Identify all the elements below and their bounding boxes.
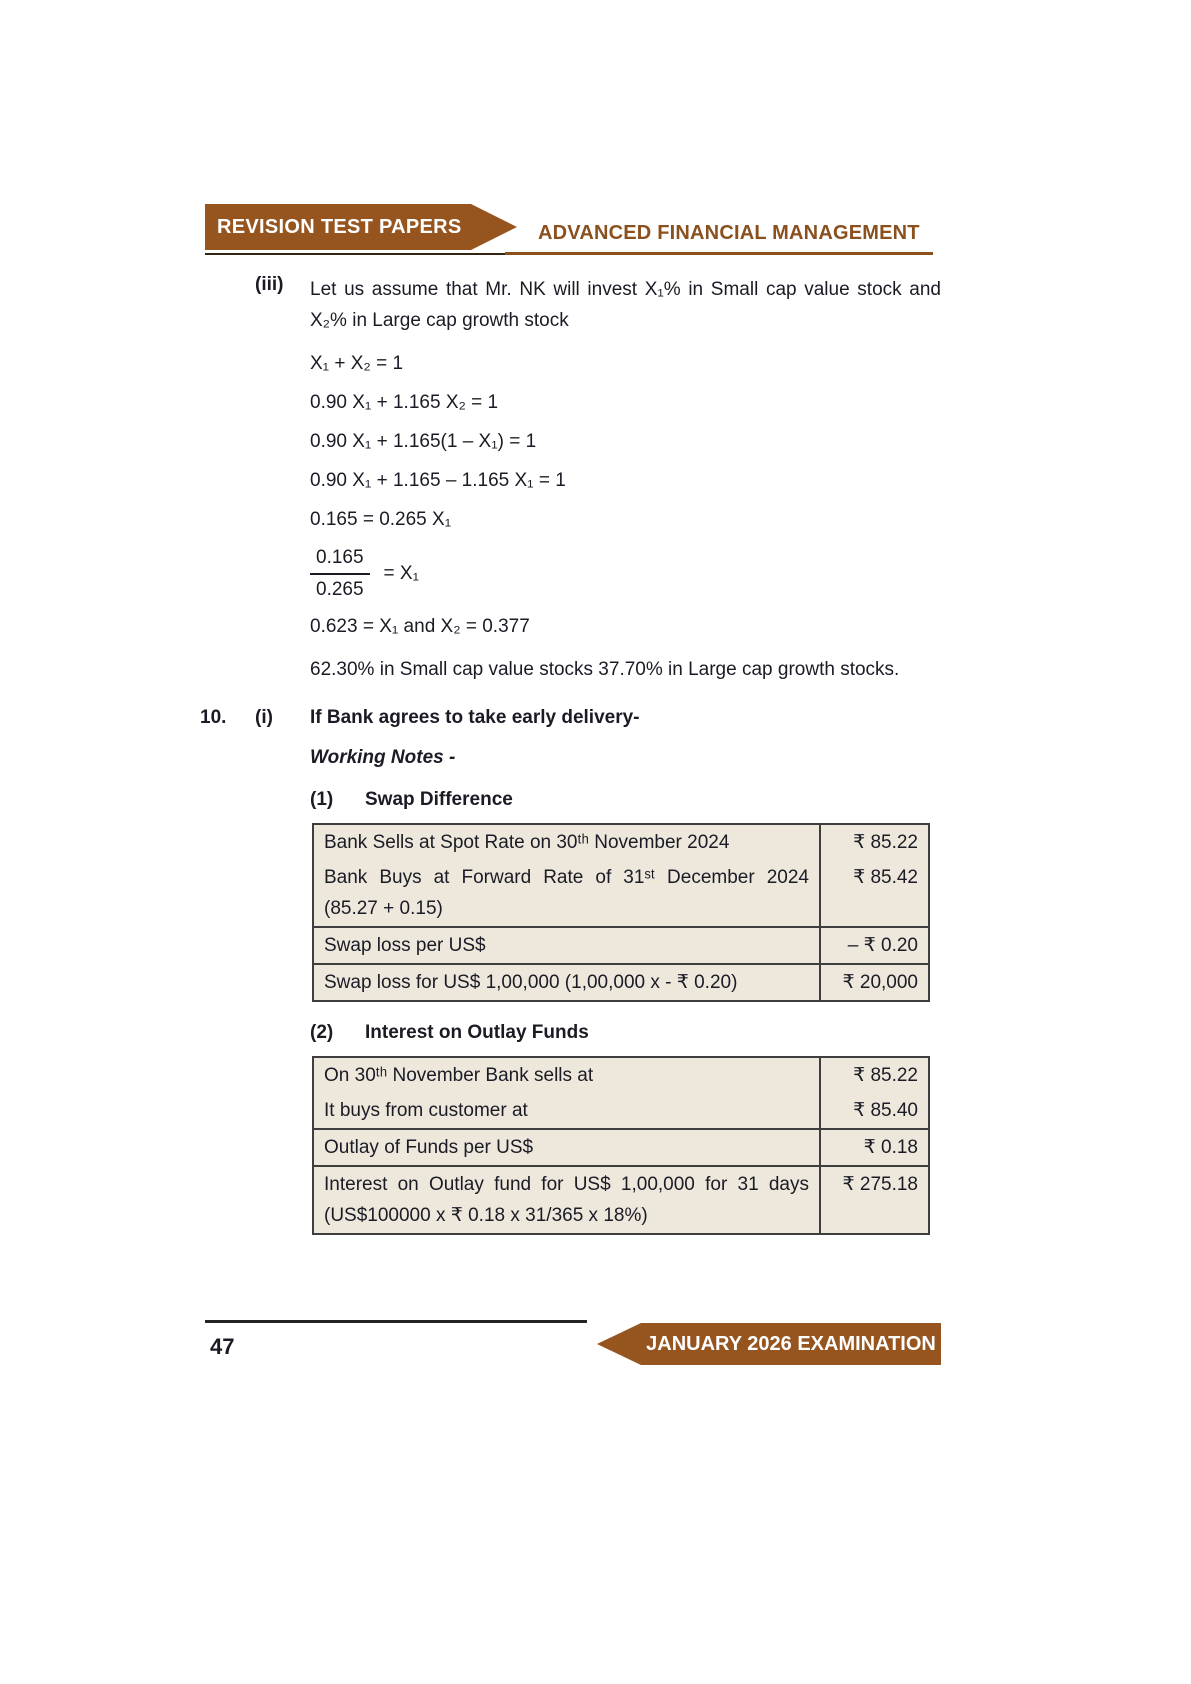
- solution-intro-row: [200, 274, 941, 336]
- note-2-title: Interest on Outlay Funds: [365, 1022, 589, 1043]
- fraction-rhs: = X₁: [383, 563, 420, 584]
- table-row-desc: It buys from customer at: [314, 1093, 821, 1128]
- exam-banner-arrow-icon: [597, 1323, 641, 1365]
- solution-conclusion: 62.30% in Small cap value stocks 37.70% in Large cap growth stocks.: [310, 659, 900, 680]
- fraction-numerator: 0.165: [310, 547, 370, 575]
- fraction-denominator: 0.265: [316, 579, 364, 600]
- table-row-value: ₹ 20,000: [821, 963, 928, 1000]
- solution-intro-text: Let us assume that Mr. NK will invest X₁% in Small cap value stock and X₂% in Large cap growth stock: [310, 279, 941, 331]
- equation-line-4: 0.90 X₁ + 1.165 – 1.165 X₁ = 1: [310, 470, 566, 491]
- solution-item-label: (iii): [255, 274, 284, 295]
- page-title: ADVANCED FINANCIAL MANAGEMENT: [538, 222, 920, 244]
- page-header: [205, 204, 945, 260]
- exam-banner: [641, 1323, 941, 1365]
- page-number: 47: [210, 1334, 235, 1359]
- footer-divider: [205, 1320, 587, 1323]
- equation-line-1: X₁ + X₂ = 1: [310, 353, 404, 374]
- table-row-desc: Bank Buys at Forward Rate of 31ˢᵗ December 2024 (85.27 + 0.15): [314, 860, 821, 926]
- note-2-number: (2): [310, 1022, 334, 1043]
- fraction-equation: [310, 547, 941, 601]
- question-10-heading-row: [200, 707, 941, 729]
- working-notes-label: Working Notes -: [310, 747, 456, 768]
- table-row-desc: Swap loss per US$: [314, 926, 821, 963]
- header-divider-brown: [505, 252, 933, 255]
- note-1-title: Swap Difference: [365, 789, 513, 810]
- table-row-desc: On 30ᵗʰ November Bank sells at: [314, 1058, 821, 1093]
- note-1-number: (1): [310, 789, 334, 810]
- table-row-value: ₹ 0.18: [821, 1128, 928, 1165]
- question-part-label: (i): [255, 707, 273, 728]
- banner-arrow-icon: [471, 204, 517, 250]
- revision-test-papers-banner: [205, 204, 471, 250]
- table-row-value: ₹ 85.42: [853, 867, 918, 888]
- question-number: 10.: [200, 707, 227, 728]
- note-1-heading: [310, 789, 941, 811]
- result-equation: 0.623 = X₁ and X₂ = 0.377: [310, 616, 530, 637]
- header-divider-dark: [205, 253, 513, 255]
- table-row-value: ₹ 85.40: [853, 1100, 918, 1121]
- equation-line-5: 0.165 = 0.265 X₁: [310, 509, 452, 530]
- table-row-value: ₹ 85.22: [853, 1065, 918, 1086]
- table-row-desc: Bank Sells at Spot Rate on 30ᵗʰ November 2024: [314, 825, 821, 860]
- equation-line-3: 0.90 X₁ + 1.165(1 – X₁) = 1: [310, 431, 537, 452]
- table-row-value: – ₹ 0.20: [821, 926, 928, 963]
- fraction: [310, 547, 370, 601]
- table-row-value: ₹ 85.22: [853, 832, 918, 853]
- table-row-desc: Interest on Outlay fund for US$ 1,00,000 for 31 days (US$100000 x ₹ 0.18 x 31/365 x 18%): [314, 1165, 821, 1233]
- exam-banner-label: JANUARY 2026 EXAMINATION: [646, 1332, 936, 1355]
- interest-outlay-table: [312, 1056, 930, 1235]
- swap-difference-table: [312, 823, 930, 1002]
- table-row-value: ₹ 275.18: [821, 1165, 928, 1233]
- question-part-heading: If Bank agrees to take early delivery-: [310, 707, 640, 728]
- revision-banner-label: REVISION TEST PAPERS: [217, 215, 462, 238]
- note-2-heading: [310, 1022, 941, 1044]
- table-row-desc: Swap loss for US$ 1,00,000 (1,00,000 x - ₹ 0.20): [314, 963, 821, 1000]
- equation-line-2: 0.90 X₁ + 1.165 X₂ = 1: [310, 392, 499, 413]
- table-row-desc: Outlay of Funds per US$: [314, 1128, 821, 1165]
- page-content: [200, 274, 941, 1235]
